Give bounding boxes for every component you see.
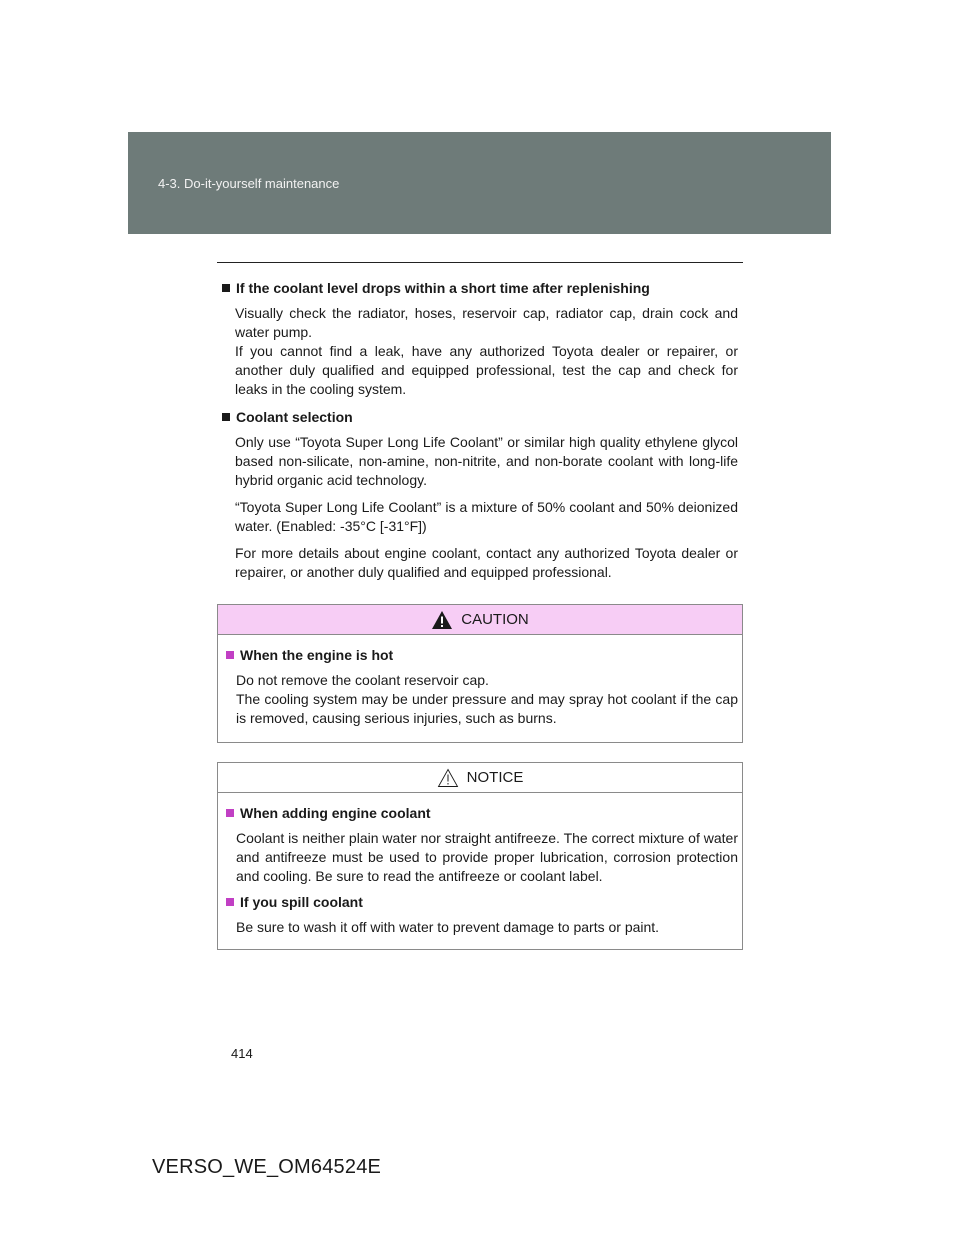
square-bullet-icon bbox=[226, 809, 234, 817]
notice-item-heading: When adding engine coolant bbox=[226, 805, 738, 821]
square-bullet-icon bbox=[222, 284, 230, 292]
section-coolant-selection bbox=[222, 409, 738, 582]
caution-item-heading: When the engine is hot bbox=[226, 647, 738, 663]
paragraph: For more details about engine coolant, contact any authorized Toyota dealer or repairer, or another duly qualified and equipped professional. bbox=[235, 545, 738, 580]
caution-body bbox=[218, 635, 742, 742]
square-bullet-icon bbox=[222, 413, 230, 421]
notice-body bbox=[218, 793, 742, 951]
section-coolant-drop bbox=[222, 280, 738, 399]
warning-outline-icon bbox=[437, 768, 459, 788]
paragraph: Coolant is neither plain water nor straight antifreeze. The correct mixture of water and antifreeze must be used to provide proper lubrication, corrosion protection and cooling. Be sure to read the antifreeze or coolant label. bbox=[236, 830, 738, 884]
section-heading: If the coolant level drops within a short time after replenishing bbox=[222, 280, 738, 296]
square-bullet-icon bbox=[226, 898, 234, 906]
document-code: VERSO_WE_OM64524E bbox=[152, 1156, 382, 1178]
divider bbox=[217, 262, 743, 263]
notice-box bbox=[217, 762, 743, 950]
section-heading: Coolant selection bbox=[222, 409, 738, 425]
paragraph: Do not remove the coolant reservoir cap. The cooling system may be under pressure and may spray hot coolant if the cap is removed, causing serious injuries, such as burns. bbox=[236, 672, 738, 726]
paragraph: “Toyota Super Long Life Coolant” is a mixture of 50% coolant and 50% deionized water. (Enabled: -35°C [-31°F]) bbox=[235, 499, 738, 534]
caution-box bbox=[217, 604, 743, 743]
header-band bbox=[128, 132, 831, 234]
page-number: 414 bbox=[231, 1046, 253, 1061]
main-content bbox=[222, 280, 738, 592]
section-title: 4-3. Do-it-yourself maintenance bbox=[158, 176, 340, 191]
notice-item-heading: If you spill coolant bbox=[226, 894, 738, 910]
warning-filled-icon bbox=[431, 610, 453, 630]
square-bullet-icon bbox=[226, 651, 234, 659]
paragraph: Visually check the radiator, hoses, reservoir cap, radiator cap, drain cock and water pump. If you cannot find a leak, have any authorized Toyota dealer or repairer, or another duly qualified and equipped professional, test the cap and check for leaks in the cooling system. bbox=[235, 305, 738, 397]
caution-header: CAUTION bbox=[218, 605, 742, 635]
paragraph: Be sure to wash it off with water to prevent damage to parts or paint. bbox=[236, 919, 660, 935]
paragraph: Only use “Toyota Super Long Life Coolant” or similar high quality ethylene glycol based non-silicate, non-amine, non-nitrite, and non-borate coolant with long-life hybrid organic acid technology. bbox=[235, 434, 738, 488]
notice-header: NOTICE bbox=[218, 763, 742, 793]
